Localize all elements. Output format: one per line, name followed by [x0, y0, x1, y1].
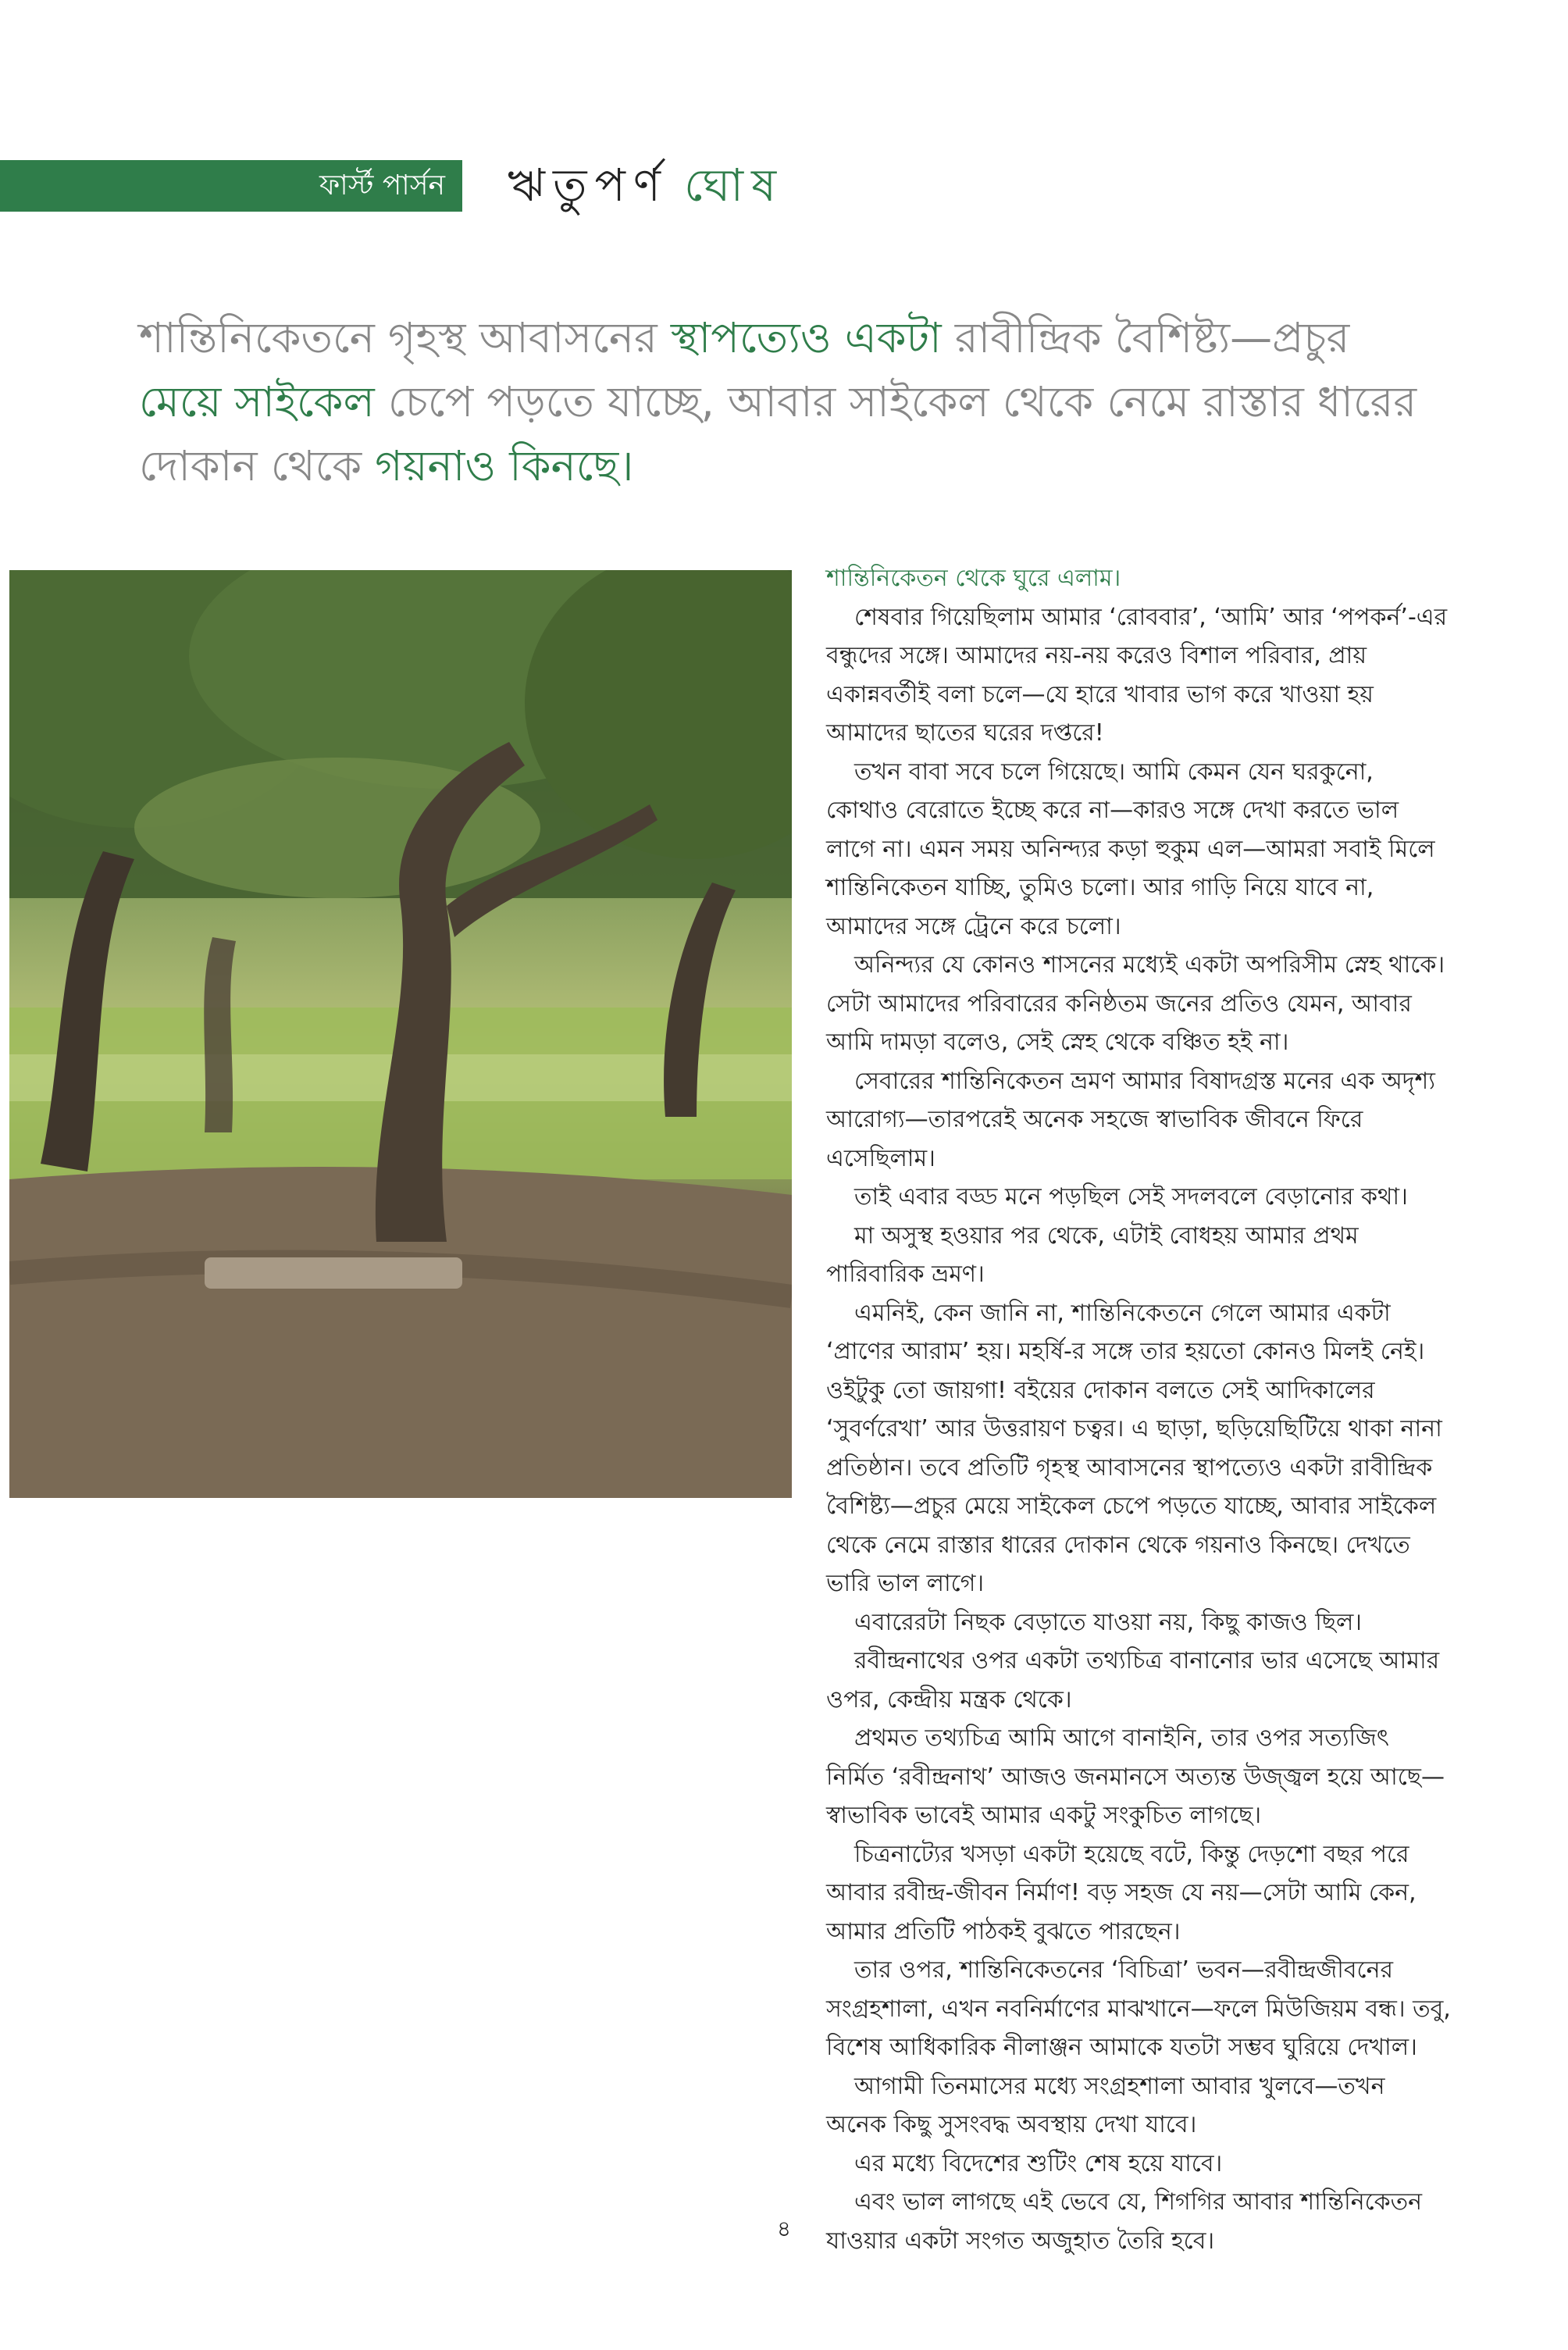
pull-quote-highlight: স্থাপত্যেও একটা	[670, 313, 942, 362]
article-paragraph: এমনিই, কেন জানি না, শান্তিনিকেতনে গেলে আমার একটা ‘প্রাণের আরাম’ হয়। মহর্ষি-র সঙ্গে তার হয়তো কোনও মিলই নেই। ওইটুকু তো জায়গা! বইয়ের দোকান বলতে সেই আদিকালের ‘সুবর্ণরেখা’ আর উত্তরায়ণ চত্বর। এ ছাড়া, ছড়িয়েছিটিয়ে থাকা নানা প্রতিষ্ঠান। তবে প্রতিটি গৃহস্থ আবাসনের স্থাপত্যেও একটা রাবীন্দ্রিক বৈশিষ্ট্য—প্রচুর মেয়ে সাইকেল চেপে পড়তে যাচ্ছে, আবার সাইকেল থেকে নেমে রাস্তার ধারের দোকান থেকে গয়নাও কিনছে। দেখতে ভারি ভাল লাগে।	[826, 1299, 1442, 1597]
article-paragraph: এবারেরটা নিছক বেড়াতে যাওয়া নয়, কিছু কাজও ছিল।	[854, 1608, 1363, 1636]
page-number: ৪	[776, 2216, 792, 2241]
article-paragraph: শেষবার গিয়েছিলাম আমার ‘রোববার’, ‘আমি’ আর ‘পপকর্ন’-এর বন্ধুদের সঙ্গে। আমাদের নয়-নয় করেও বিশাল পরিবার, প্রায় একান্নবর্তীই বলা চলে—যে হারে খাবার ভাগ করে খাওয়া হয় আমাদের ছাতের ঘরের দপ্তরে!	[826, 603, 1448, 747]
author-last-name: ঘোষ	[683, 159, 785, 212]
article-paragraph: এর মধ্যে বিদেশের শুটিং শেষ হয়ে যাবে।	[854, 2149, 1223, 2177]
section-label: ফার্স্ট পার্সন	[0, 160, 462, 212]
pull-quote-text: চেপে পড়তে যাচ্ছে, আবার সাইকেল থেকে নেমে রাস্তার ধারের দোকান থেকে	[139, 377, 1417, 490]
article-paragraph: রবীন্দ্রনাথের ওপর একটা তথ্যচিত্র বানানোর ভার এসেছে আমার ওপর, কেন্দ্রীয় মন্ত্রক থেকে।	[826, 1647, 1440, 1713]
pull-quote-text: শান্তিনিকেতনে গৃহস্থ আবাসনের	[139, 313, 671, 362]
article-paragraph: তাই এবার বড্ড মনে পড়ছিল সেই সদলবলে বেড়ানোর কথা।	[854, 1183, 1408, 1211]
tree-trunk-back	[204, 937, 236, 1132]
article-body	[826, 559, 1451, 2260]
stone-bench	[205, 1257, 462, 1289]
article-paragraph: প্রথমত তথ্যচিত্র আমি আগে বানাইনি, তার ওপর সত্যজিৎ নির্মিত ‘রবীন্দ্রনাথ’ আজও জনমানসে অত্যন্ত উজ্জ্বল হয়ে আছে—স্বাভাবিক ভাবেই আমার একটু সংকুচিত লাগছে।	[826, 1724, 1445, 1829]
tree-photo-art	[9, 570, 792, 1498]
article-paragraph: সেবারের শান্তিনিকেতন ভ্রমণ আমার বিষাদগ্রস্ত মনের এক অদৃশ্য আরোগ্য—তারপরেই অনেক সহজে স্বাভাবিক জীবনে ফিরে এসেছিলাম।	[826, 1067, 1435, 1172]
article-paragraph: অনিন্দ্যর যে কোনও শাসনের মধ্যেই একটা অপরিসীম স্নেহ থাকে। সেটা আমাদের পরিবারের কনিষ্ঠতম জনের প্রতিও যেমন, আবার আমি দামড়া বলেও, সেই স্নেহ থেকে বঞ্চিত হই না।	[826, 951, 1445, 1056]
author-byline	[508, 155, 784, 216]
tree-photo	[9, 570, 792, 1498]
pull-quote-text: রাবীন্দ্রিক বৈশিষ্ট্য—প্রচুর	[941, 313, 1350, 362]
article-lead: শান্তিনিকেতন থেকে ঘুরে এলাম।	[826, 565, 1121, 592]
pull-quote-highlight: গয়নাও কিনছে।	[375, 441, 634, 490]
article-paragraph: মা অসুস্থ হওয়ার পর থেকে, এটাই বোধহয় আমার প্রথম পারিবারিক ভ্রমণ।	[826, 1221, 1359, 1288]
article-paragraph: তখন বাবা সবে চলে গিয়েছে। আমি কেমন যেন ঘরকুনো, কোথাও বেরোতে ইচ্ছে করে না—কারও সঙ্গে দেখা করতে ভাল লাগে না। এমন সময় অনিন্দ্যর কড়া হুকুম এল—আমরা সবাই মিলে শান্তিনিকেতন যাচ্ছি, তুমিও চলো। আর গাড়ি নিয়ে যাবে না, আমাদের সঙ্গে ট্রেনে করে চলো।	[826, 758, 1435, 940]
author-first-name: ঋতুপর্ণ	[508, 159, 668, 212]
article-paragraph: চিত্রনাট্যের খসড়া একটা হয়েছে বটে, কিন্তু দেড়শো বছর পরে আবার রবীন্দ্র-জীবন নির্মাণ! বড় সহজ যে নয়—সেটা আমি কেন, আমার প্রতিটি পাঠকই বুঝতে পারছেন।	[826, 1840, 1417, 1945]
article-paragraph: এবং ভাল লাগছে এই ভেবে যে, শিগগির আবার শান্তিনিকেতন যাওয়ার একটা সংগত অজুহাত তৈরি হবে।	[826, 2188, 1423, 2255]
pull-quote-highlight: মেয়ে সাইকেল	[139, 377, 375, 426]
pull-quote	[139, 306, 1435, 498]
article-paragraph: তার ওপর, শান্তিনিকেতনের ‘বিচিত্রা’ ভবন—রবীন্দ্রজীবনের সংগ্রহশালা, এখন নবনির্মাণের মাঝখানে—ফলে মিউজিয়ম বন্ধ। তবু, বিশেষ আধিকারিক নীলাঞ্জন আমাকে যতটা সম্ভব ঘুরিয়ে দেখাল।	[826, 1956, 1451, 2061]
article-paragraph: আগামী তিনমাসের মধ্যে সংগ্রহশালা আবার খুলবে—তখন অনেক কিছু সুসংবদ্ধ অবস্থায় দেখা যাবে।	[826, 2072, 1385, 2138]
